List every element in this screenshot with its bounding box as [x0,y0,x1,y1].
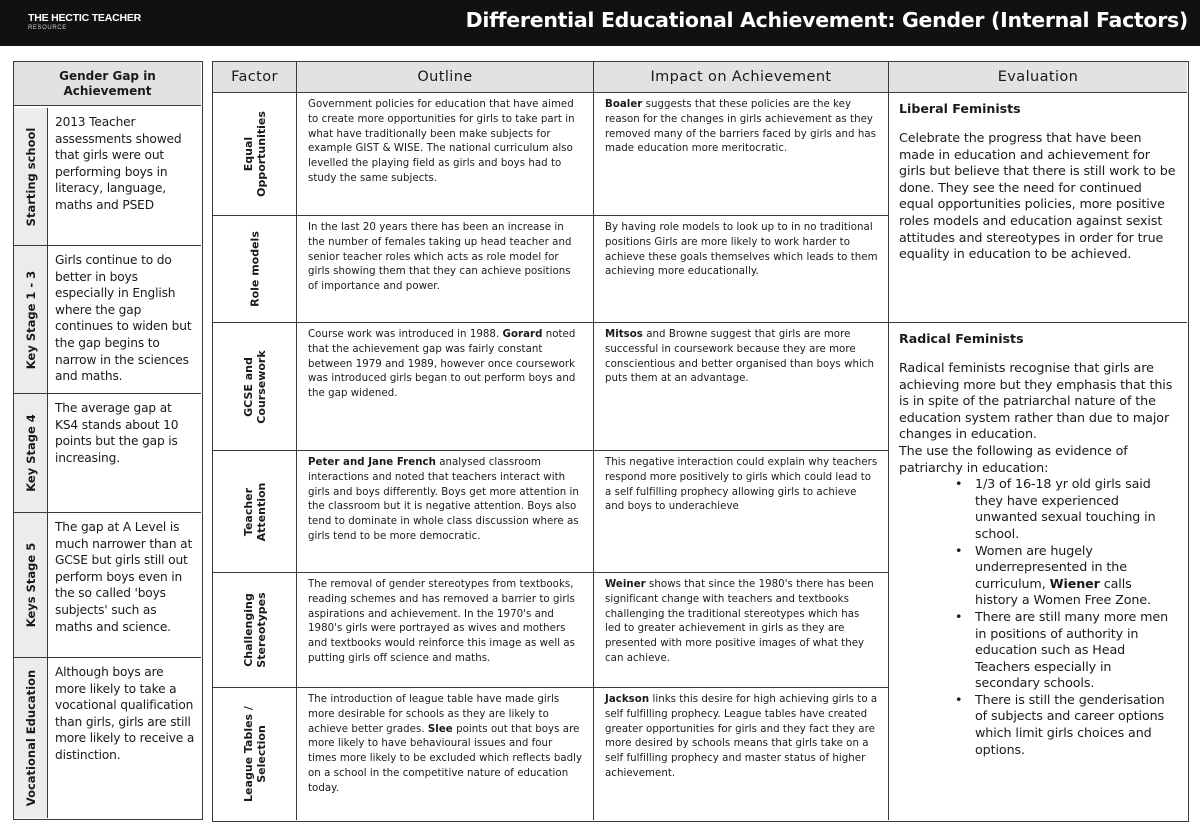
list-item-text: calls history a Women Free Zone. [975,575,1151,608]
header-evaluation: Evaluation [889,62,1187,93]
stage-label: Vocational Education [23,669,38,807]
radical-feminists-block [889,323,1187,821]
stage-row [14,513,201,658]
impact-author: Weiner [605,579,646,590]
impact-cell [594,93,889,215]
stage-label: Starting school [23,127,38,226]
table-row [213,216,889,323]
factor-cell [213,93,297,215]
impact-cell: By having role models to look up to in no traditional positions Girls are more likely to work harder to achieve these goals themselves which leads to them achieving more educationally. [594,216,889,322]
list-item: • There are still many more men in positions of authority in education such as Head Teachers especially in secondary schools. [955,609,1177,692]
list-item [955,543,1177,609]
gender-gap-panel [13,61,203,820]
header-impact: Impact on Achievement [594,62,889,93]
impact-cell [594,573,889,687]
header-factor: Factor [213,62,297,93]
factors-table [212,61,1189,822]
impact-cell: This negative interaction could explain why teachers respond more positively to girls which could lead to a self fulfilling prophecy allowing girls to achieve and boys to underachieve [594,451,889,572]
outline-cell [297,451,594,572]
brand-subtitle: RESOURCE [28,25,67,31]
impact-cell [594,688,889,820]
stage-label-cell [14,108,48,245]
stage-label: Key Stage 4 [23,414,38,492]
stage-label-cell [14,513,48,657]
list-item-author: Wiener [1049,575,1100,591]
stage-label-cell [14,658,48,818]
factor-label: League Tables / Selection [241,706,268,802]
table-row [213,688,889,820]
list-item: • There is still the genderisation of subjects and career options which limit girls choices and options. [955,692,1177,758]
factor-label: Teacher Attention [241,482,268,541]
stage-text: Although boys are more likely to take a vocational qualification than girls, girls are still more likely to receive a distinction. [55,665,195,762]
gender-gap-heading: Gender Gap in Achievement [14,62,201,106]
liberal-feminists-text: Celebrate the progress that have been made in education and achievement for girls but believe that there is still work to be done. They see the need for continued equal opportunities policies, more positive roles models and education against sexist attitudes and stereotypes in order for true equality in education to be achieved. [899,130,1176,262]
list-item: • 1/3 of 16-18 yr old girls said they have experienced unwanted sexual touching in school. [955,476,1177,542]
outline-cell: Government policies for education that have aimed to create more opportunities for girls to take part in what have traditionally been make subjects for example GIST & WISE. The national curriculum also levelled the playing field as girls and boys had to study the same subjects. [297,93,594,215]
radical-feminists-evidence-intro: The use the following as evidence of patriarchy in education: [899,442,1128,475]
factor-cell [213,323,297,450]
factor-label: Role models [248,231,261,307]
outline-text: noted that the achievement gap was fairly constant between 1979 and 1989, however once coursework was introduced girls began to out perform boys and the gap widened. [308,329,576,400]
stage-text: The average gap at KS4 stands about 10 points but the gap is increasing. [55,401,179,465]
header-outline: Outline [297,62,594,93]
outline-cell: In the last 20 years there has been an increase in the number of females taking up head teacher and senior teacher roles which acts as role model for girls showing them that they can achieve positions of importance and power. [297,216,594,322]
stage-row [14,658,201,818]
outline-author: Gorard [502,329,543,340]
evidence-list [955,476,1177,758]
stage-label: Keys Stage 5 [23,542,38,628]
radical-feminists-title: Radical Feminists [899,331,1024,346]
factor-cell [213,573,297,687]
impact-text: and Browne suggest that girls are more successful in coursework because they are more conscientious and better organised than boys which puts them at an advantage. [605,329,874,385]
stage-label: Key Stage 1 - 3 [23,270,38,369]
impact-author: Mitsos [605,329,643,340]
stage-row [14,246,201,394]
impact-author: Boaler [605,99,643,110]
outline-cell: The removal of gender stereotypes from textbooks, reading schemes and has removed a barrier to girls aspirations and achievement. In the 1970's and 1980's girls were portrayed as wives and mothers and textbooks would reinforce this image as well as putting girls off science and maths. [297,573,594,687]
factor-cell [213,451,297,572]
page-title: Differential Educational Achievement: Gender (Internal Factors) [465,8,1188,32]
impact-author: Jackson [605,694,650,705]
impact-text: shows that since the 1980's there has been significant change with teachers and textbooks challenging the traditional stereotypes which has led to greater achievement in girls as they are presented with more positive images of what they can achieve. [605,579,874,664]
brand-logo [28,13,141,32]
evaluation-column [889,93,1187,821]
factor-label: GCSE and Coursework [241,349,268,424]
table-row [213,323,889,451]
outline-author: Peter and Jane French [308,457,436,468]
header-bar [0,0,1200,46]
outline-text: The introduction of league table have made girls more desirable for schools as they are likely to achieve better grades. [308,694,560,735]
stage-row [14,108,201,246]
table-row [213,93,889,216]
factor-label: Challenging Stereotypes [241,592,268,668]
outline-text: analysed classroom interactions and noted that teachers interact with girls and boys differently. Boys get more attention in the classroom but it is negative attention. Boys also tend to dominate in whole class discussion where as girls tend to be more democratic. [308,457,579,542]
impact-cell [594,323,889,450]
liberal-feminists-block [889,93,1187,323]
impact-text: suggests that these policies are the key reason for the changes in girls achievement as they removed many of the barriers faced by girls and has made education more meritocratic. [605,99,876,155]
outline-text: points out that boys are more likely to have behavioural issues and four times more likely to be excluded which reflects badly on a school in the competitive nature of education today. [308,723,583,794]
stage-row [14,394,201,513]
brand-name: THE HECTIC TEACHER [28,12,142,24]
stage-label-cell [14,394,48,512]
stage-label-cell [14,246,48,393]
outline-text: Course work was introduced in 1988. [308,329,503,340]
liberal-feminists-title: Liberal Feminists [899,101,1021,116]
outline-author: Slee [427,723,453,735]
stage-text: The gap at A Level is much narrower than at GCSE but girls still out perform boys even in the so called 'boys subjects' such as maths and science. [55,520,193,634]
outline-cell [297,688,594,820]
stage-text: 2013 Teacher assessments showed that girls were out performing boys in literacy, language, maths and PSED [55,115,182,212]
outline-cell [297,323,594,450]
impact-text: links this desire for high achieving girls to a self fulfilling prophecy. League tables have created greater opportunities for girls and they fact they are more desired by schools means that girls take on a self fulfilling prophecy and master status of higher achievement. [605,694,878,779]
factor-label: Equal Opportunities [241,111,268,197]
radical-feminists-text: Radical feminists recognise that girls are achieving more but they emphasis that this is in spite of the patriarchal nature of the education system rather than due to major changes in education. [899,360,1173,442]
list-item-text: Women are hugely underrepresented in the curriculum, [975,542,1127,591]
table-row [213,573,889,688]
table-row [213,451,889,573]
factor-cell [213,688,297,820]
stage-text: Girls continue to do better in boys especially in English where the gap continues to widen but the gap begins to narrow in the sciences and maths. [55,253,192,384]
factor-cell [213,216,297,322]
